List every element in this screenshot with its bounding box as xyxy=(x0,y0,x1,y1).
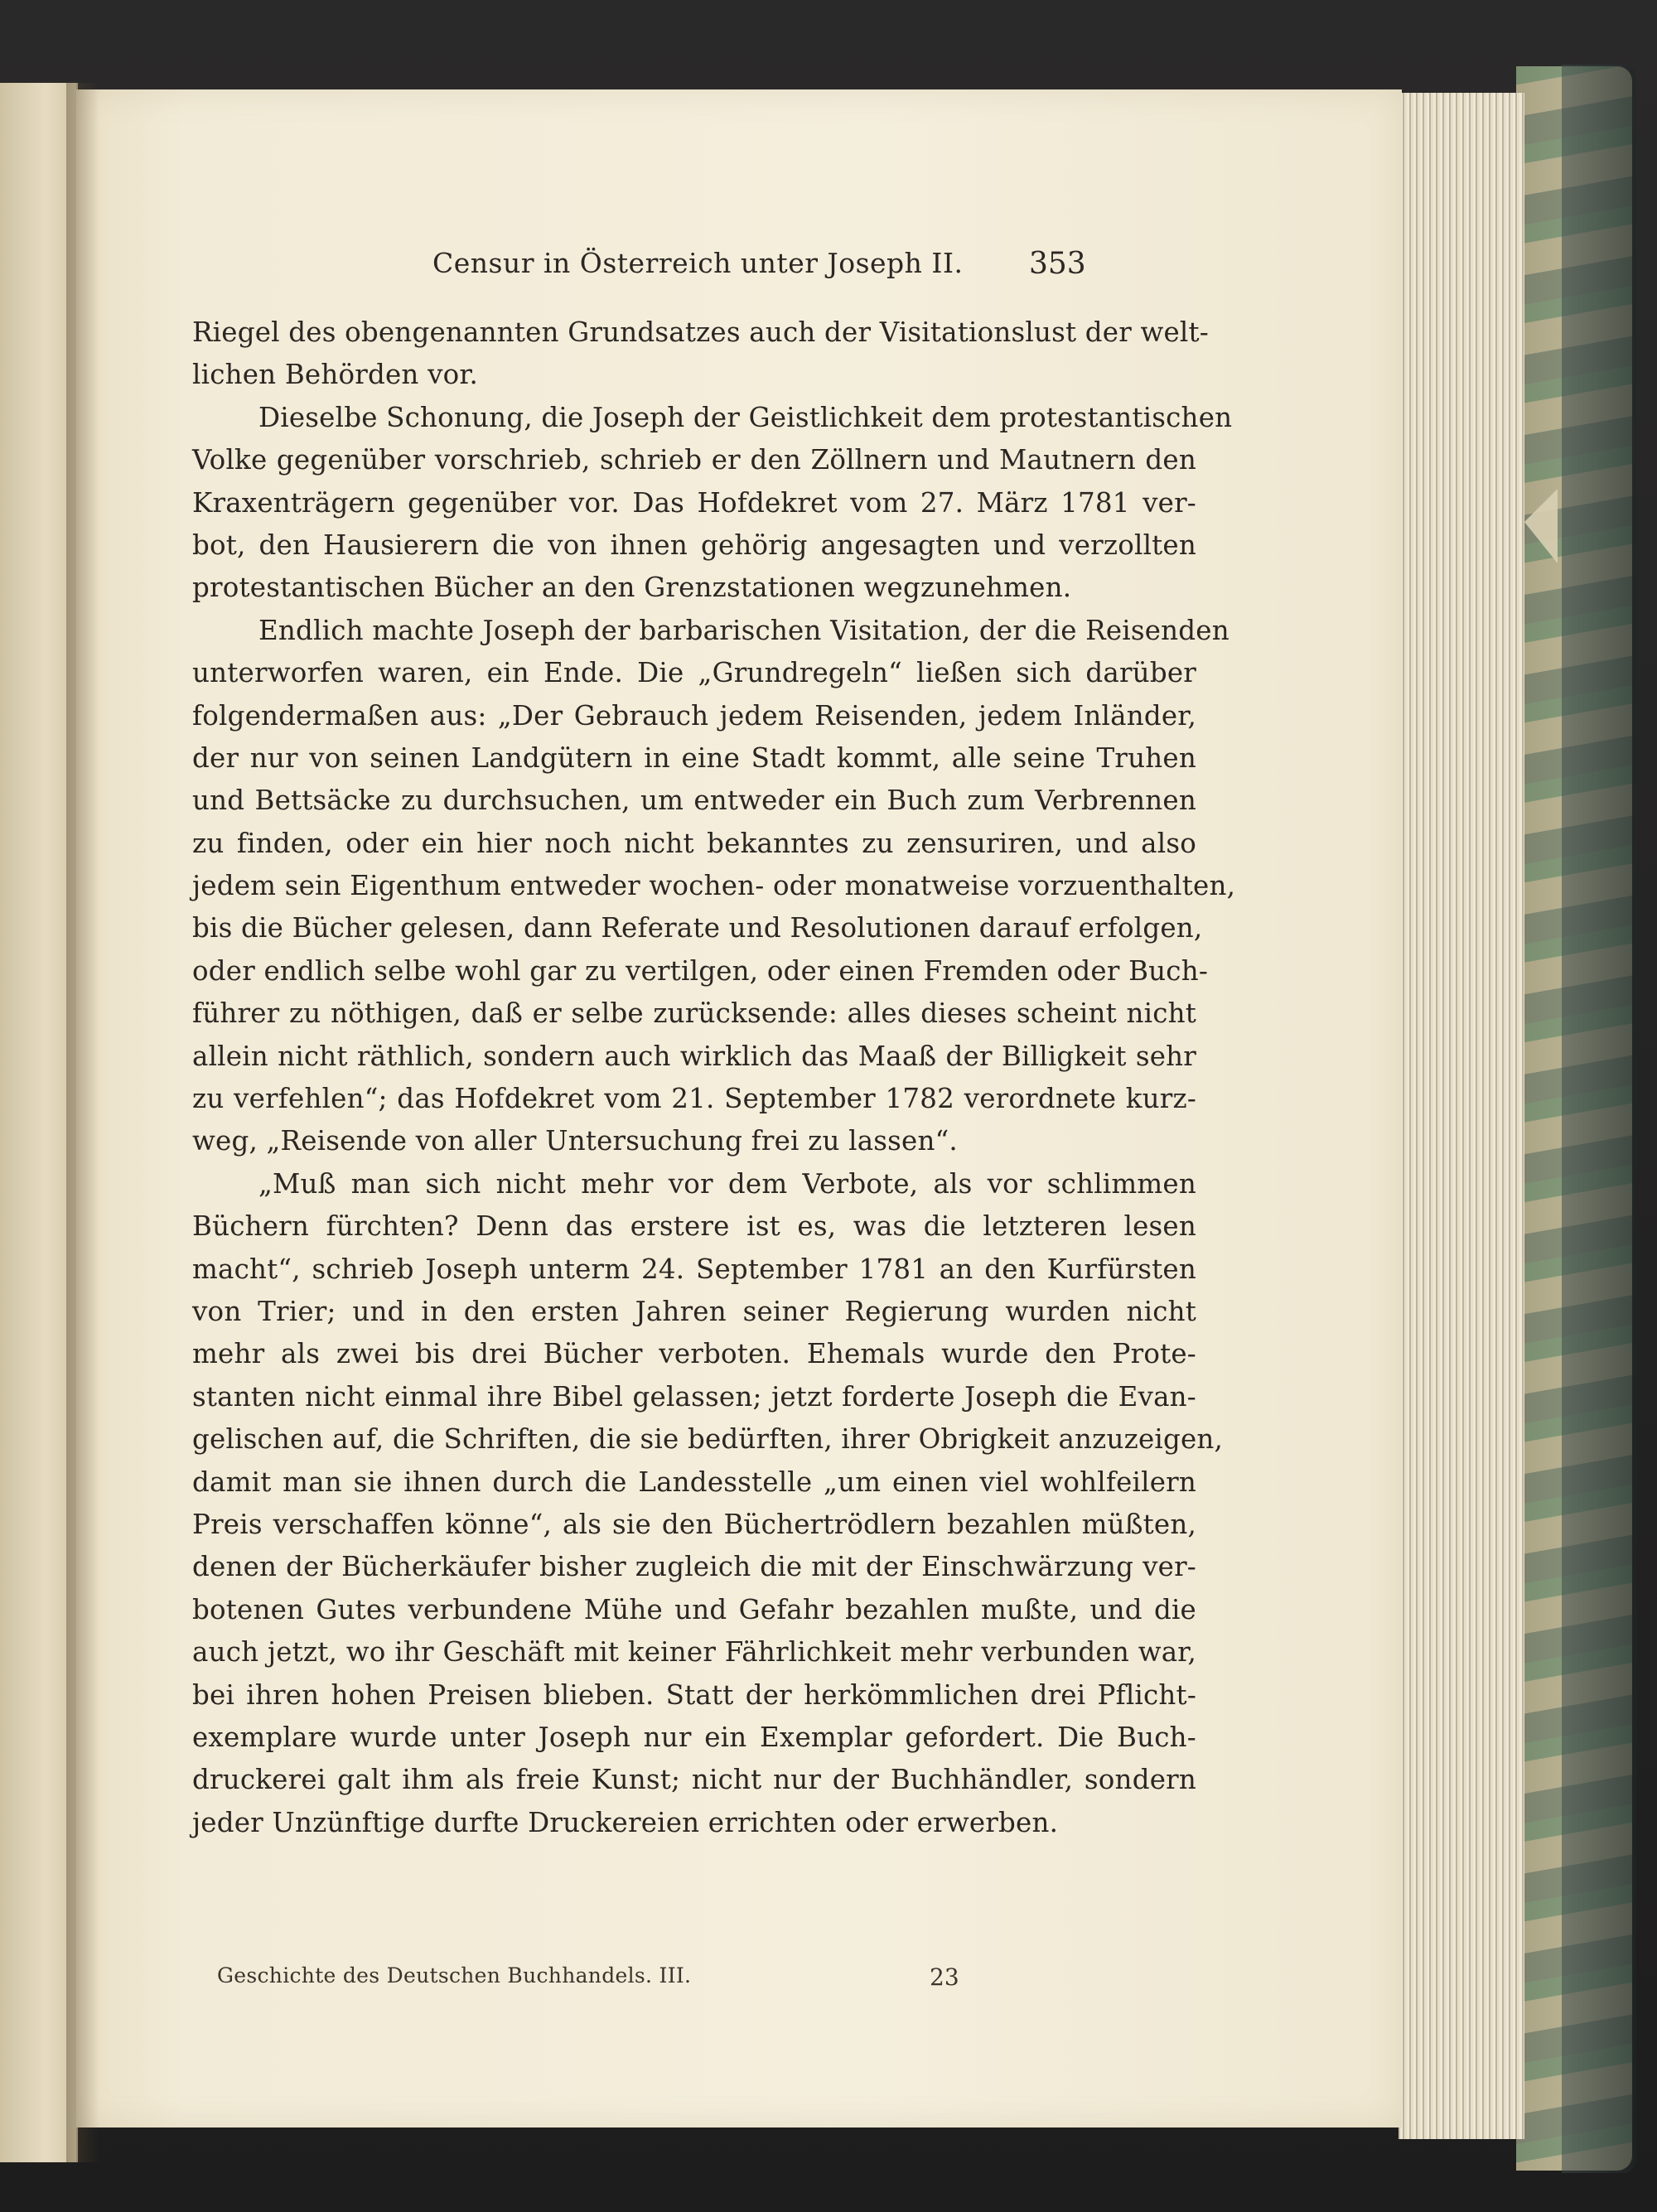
text-line: jedem sein Eigenthum entweder wochen- oder monatweise vorzuenthalten, xyxy=(192,870,1236,902)
text-line: Riegel des obengenannten Grundsatzes auch der Visitationslust der welt- xyxy=(192,316,1209,348)
text-line: Preis verschaffen könne“, als sie den Büchertrödlern bezahlen müßten, xyxy=(192,1508,1196,1540)
book-page xyxy=(76,89,1402,2127)
text-line: botenen Gutes verbundene Mühe und Gefahr bezahlen mußte, und die xyxy=(192,1593,1196,1625)
text-line: Kraxenträgern gegenüber vor. Das Hofdekret vom 27. März 1781 ver- xyxy=(192,486,1196,519)
body-text xyxy=(192,312,1236,1844)
text-line: zu verfehlen“; das Hofdekret vom 21. September 1782 verordnete kurz- xyxy=(192,1083,1196,1115)
text-line: oder endlich selbe wohl gar zu vertilgen, oder einen Fremden oder Buch- xyxy=(192,954,1209,987)
book-cover-edge xyxy=(1562,65,1636,2173)
text-line: lichen Behörden vor. xyxy=(192,359,479,391)
text-line: bot, den Hausierern die von ihnen gehörig angesagten und verzollten xyxy=(192,529,1196,561)
text-line: Volke gegenüber vorschrieb, schrieb er den Zöllnern und Mautnern den xyxy=(192,444,1196,476)
gutter-shadow xyxy=(66,83,99,2162)
text-line: macht“, schrieb Joseph unterm 24. September 1781 an den Kurfürsten xyxy=(192,1253,1196,1285)
text-line: bei ihren hohen Preisen blieben. Statt der herkömmlichen drei Pflicht- xyxy=(192,1678,1196,1711)
footer-title: Geschichte des Deutschen Buchhandels. III. xyxy=(217,1963,692,1987)
text-line: der nur von seinen Landgütern in eine Stadt kommt, alle seine Truhen xyxy=(192,741,1196,774)
text-line: allein nicht räthlich, sondern auch wirklich das Maaß der Billigkeit sehr xyxy=(192,1040,1196,1072)
text-line: protestantischen Bücher an den Grenzstationen wegzunehmen. xyxy=(192,572,1072,604)
page-footer xyxy=(76,1963,1402,1997)
text-line: von Trier; und in den ersten Jahren seiner Regierung wurden nicht xyxy=(192,1295,1196,1327)
page-header xyxy=(76,247,1402,297)
text-line: folgendermaßen aus: „Der Gebrauch jedem Reisenden, jedem Inländer, xyxy=(192,699,1196,732)
text-line: damit man sie ihnen durch die Landesstelle „um einen viel wohlfeilern xyxy=(192,1466,1196,1498)
signature-mark: 23 xyxy=(930,1963,959,1991)
text-line: und Bettsäcke zu durchsuchen, um entweder ein Buch zum Verbrennen xyxy=(192,785,1196,817)
text-line: bis die Bücher gelesen, dann Referate und Resolutionen darauf erfolgen, xyxy=(192,912,1203,944)
text-line: druckerei galt ihm als freie Kunst; nicht nur der Buchhändler, sondern xyxy=(192,1764,1196,1796)
text-line: zu finden, oder ein hier noch nicht bekanntes zu zensuriren, und also xyxy=(192,827,1196,859)
text-line: „Muß man sich nicht mehr vor dem Verbote, als vor schlimmen xyxy=(258,1167,1196,1200)
running-head: Censur in Österreich unter Joseph II. xyxy=(432,247,964,279)
text-line: exemplare wurde unter Joseph nur ein Exemplar gefordert. Die Buch- xyxy=(192,1721,1196,1753)
text-line: unterworfen waren, ein Ende. Die „Grundregeln“ ließen sich darüber xyxy=(192,657,1196,689)
text-line: stanten nicht einmal ihre Bibel gelassen; jetzt forderte Joseph die Evan- xyxy=(192,1380,1196,1413)
text-line: Dieselbe Schonung, die Joseph der Geistlichkeit dem protestantischen xyxy=(258,401,1233,433)
text-line: Büchern fürchten? Denn das erstere ist es, was die letzteren lesen xyxy=(192,1210,1196,1243)
text-line: weg, „Reisende von aller Untersuchung frei zu lassen“. xyxy=(192,1125,958,1157)
text-line: führer zu nöthigen, daß er selbe zurücksende: alles dieses scheint nicht xyxy=(192,997,1196,1030)
text-line: mehr als zwei bis drei Bücher verboten. Ehemals wurde den Prote- xyxy=(192,1338,1196,1370)
text-line: denen der Bücherkäufer bisher zugleich die mit der Einschwärzung ver- xyxy=(192,1551,1196,1583)
text-line: jeder Unzünftige durfte Druckereien errichten oder erwerben. xyxy=(192,1806,1059,1838)
page-edges xyxy=(1399,93,1524,2139)
text-line: auch jetzt, wo ihr Geschäft mit keiner Fährlichkeit mehr verbunden war, xyxy=(192,1636,1196,1669)
text-line: gelischen auf, die Schriften, die sie bedürften, ihrer Obrigkeit anzuzeigen, xyxy=(192,1423,1224,1456)
page-number: 353 xyxy=(1029,247,1086,281)
cover-corner-tear xyxy=(1524,489,1558,563)
text-line: Endlich machte Joseph der barbarischen Visitation, der die Reisenden xyxy=(258,614,1229,646)
